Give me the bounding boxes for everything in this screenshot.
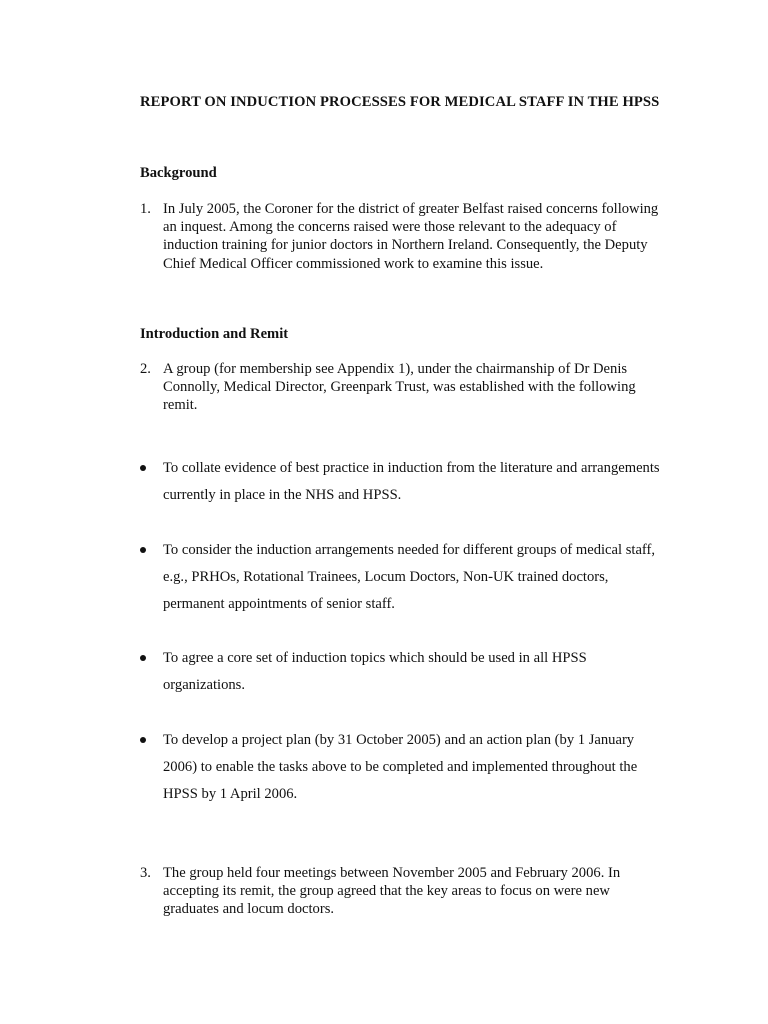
introduction-heading: Introduction and Remit [140,326,289,342]
paragraph-text: In July 2005, the Coroner for the district of greater Belfast raised concerns following an inquest. Among the concerns raised were those relevant to the adequacy of induction training for junior doctors in Northern Ireland. Consequently, the Deputy Chief Medical Officer commissioned work to examine this issue. [163,201,659,272]
paragraph-number: 2. [140,361,151,377]
paragraph-text: The group held four meetings between November 2005 and February 2006. In accepting its remit, the group agreed that the key areas to focus on were new graduates and locum doctors. [163,865,621,918]
numbered-paragraph-2 [140,360,660,415]
remit-bullet-2 [140,537,660,618]
bullet-icon [140,655,146,661]
background-heading: Background [140,165,217,181]
numbered-paragraph-3 [140,864,660,919]
paragraph-number: 1. [140,201,151,217]
paragraph-text: A group (for membership see Appendix 1), under the chairmanship of Dr Denis Connolly, Medical Director, Greenpark Trust, was established with the following remit. [163,361,636,414]
bullet-text: To agree a core set of induction topics which should be used in all HPSS organizations. [163,650,587,693]
bullet-icon [140,737,146,743]
bullet-icon [140,465,146,471]
numbered-paragraph-1 [140,200,660,273]
remit-bullet-3 [140,645,660,699]
bullet-text: To consider the induction arrangements needed for different groups of medical staff, e.g., PRHOs, Rotational Trainees, Locum Doctors, Non-UK trained doctors, permanent appointments of senior staff. [163,542,656,612]
paragraph-number: 3. [140,865,151,881]
bullet-text: To develop a project plan (by 31 October 2005) and an action plan (by 1 January 2006) to enable the tasks above to be completed and implemented throughout the HPSS by 1 April 2006. [163,732,638,802]
report-title: REPORT ON INDUCTION PROCESSES FOR MEDICAL STAFF IN THE HPSS [140,94,660,110]
remit-bullet-1 [140,455,660,509]
remit-bullet-4 [140,727,660,808]
bullet-text: To collate evidence of best practice in induction from the literature and arrangements currently in place in the NHS and HPSS. [163,460,660,503]
bullet-icon [140,547,146,553]
